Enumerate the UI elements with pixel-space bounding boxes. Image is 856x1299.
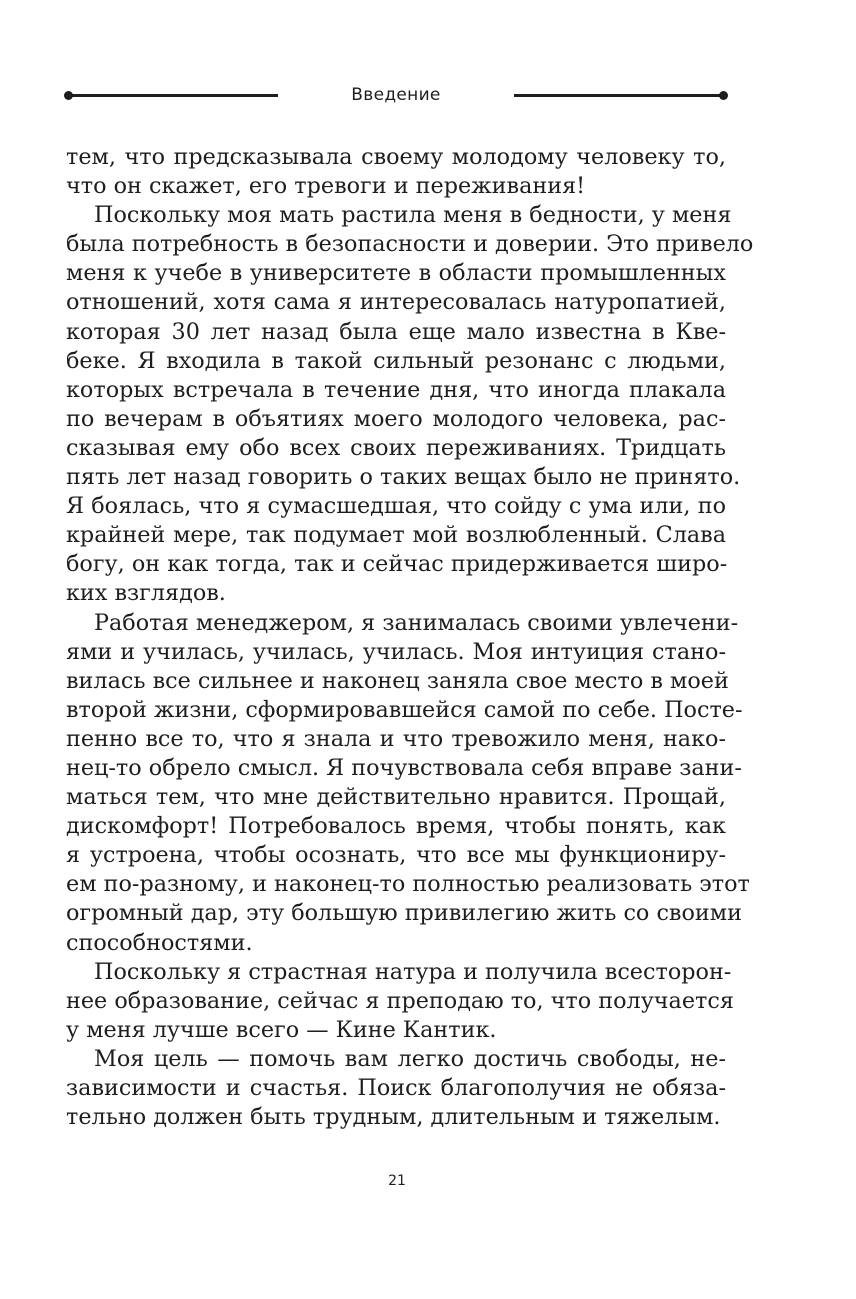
text-line: богу, он как тогда, так и сейчас придерживается широ- — [66, 551, 728, 578]
text-line: второй жизни, сформировавшейся самой по себе. Посте- — [66, 696, 743, 723]
text-line: огромный дар, эту большую привилегию жить со своими — [66, 900, 742, 927]
text-line: крайней мере, так подумает мой возлюбленный. Слава — [66, 522, 726, 549]
text-line: пенно все то, что я знала и что тревожило меня, нако- — [66, 725, 726, 752]
paragraph — [66, 201, 754, 608]
text-line: Поскольку я страстная натура и получила всесторон- — [94, 958, 732, 985]
text-line: Работая менеджером, я занималась своими увлечени- — [94, 609, 739, 636]
text-line: что он скажет, его тревоги и переживания! — [66, 173, 586, 200]
text-line: Моя цель — помочь вам легко достичь свободы, не- — [94, 1045, 726, 1072]
text-line: сказывая ему обо всех своих переживаниях. Тридцать — [66, 434, 726, 461]
text-line: нее образование, сейчас я преподаю то, что получается — [66, 987, 734, 1014]
paragraph — [66, 143, 726, 201]
text-line: Я боялась, что я сумасшедшая, что сойду с ума или, по — [66, 493, 726, 520]
text-line: тельно должен быть трудным, длительным и тяжелым. — [66, 1104, 721, 1131]
running-header — [64, 84, 728, 108]
text-line: вилась все сильнее и наконец заняла свое место в моей — [66, 667, 729, 694]
header-rule-left — [69, 94, 278, 97]
text-line: тем, что предсказывала своему молодому человеку то, — [66, 144, 726, 170]
text-line: по вечерам в объятиях моего молодого человека, рас- — [66, 405, 726, 432]
text-line: маться тем, что мне действительно нравится. Прощай, — [66, 784, 726, 811]
paragraph — [66, 609, 750, 958]
text-line: у меня лучше всего — Кине Кантик. — [66, 1016, 497, 1043]
text-line: которых встречала в течение дня, что иногда плакала — [66, 376, 726, 403]
body-text — [66, 143, 754, 1132]
header-dot-right — [719, 91, 728, 100]
paragraph — [66, 958, 734, 1045]
text-line: была потребность в безопасности и доверии. Это привело — [66, 231, 754, 258]
text-line: ем по-разному, и наконец-то полностью реализовать этот — [66, 871, 750, 898]
text-line: меня к учебе в университете в области промышленных — [66, 260, 726, 287]
text-line: отношений, хотя сама я интересовалась натуропатией, — [66, 289, 726, 316]
page-number: 21 — [388, 1173, 406, 1189]
text-line: Поскольку моя мать растила меня в бедности, у меня — [94, 202, 732, 229]
paragraph — [66, 1045, 726, 1132]
text-line: беке. Я входила в такой сильный резонанс с людьми, — [66, 347, 726, 374]
text-line: дискомфорт! Потребовалось время, чтобы понять, как — [66, 813, 726, 840]
text-line: нец-то обрело смысл. Я почувствовала себя вправе зани- — [66, 754, 742, 781]
header-dot-left — [64, 91, 73, 100]
text-line: способностями. — [66, 929, 253, 956]
text-line: которая 30 лет назад была еще мало известна в Кве- — [66, 318, 726, 345]
chapter-title: Введение — [351, 85, 441, 105]
text-line: пять лет назад говорить о таких вещах было не принято. — [66, 464, 741, 491]
header-rule-right — [514, 94, 723, 97]
text-line: я устроена, чтобы осознать, что все мы функциониру- — [66, 842, 726, 869]
text-line: зависимости и счастья. Поиск благополучия не обяза- — [66, 1075, 726, 1101]
text-line: ких взглядов. — [66, 580, 226, 607]
text-line: ями и училась, училась, училась. Моя интуиция стано- — [66, 638, 726, 665]
